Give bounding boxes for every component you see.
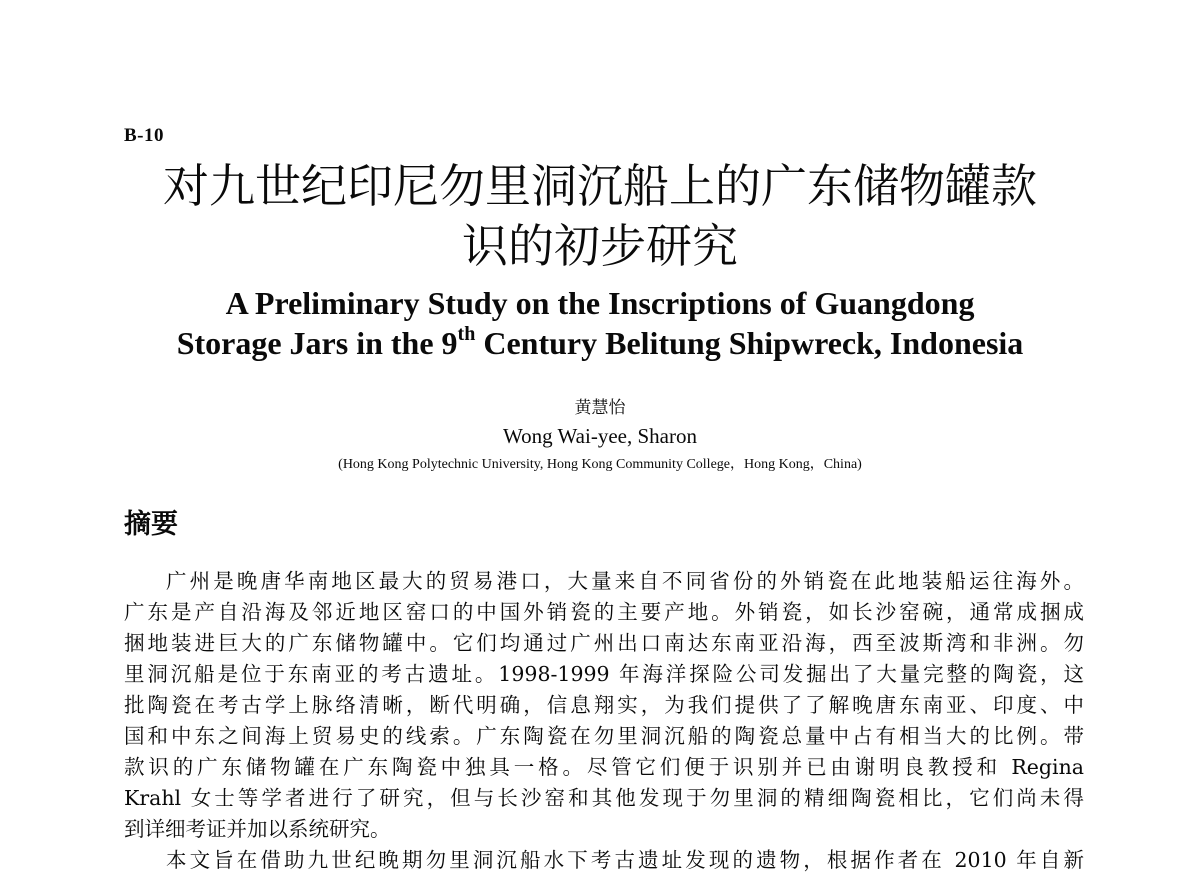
abstract-line: 本文旨在借助九世纪晚期勿里洞沉船水下考古遗址发现的遗物，根据作者在 2010 年自新 [166, 848, 1084, 872]
abstract-line: Krahl 女士等学者进行了研究，但与长沙窑和其他发现于勿里洞的精细陶瓷相比，它们尚未得 [124, 786, 1084, 810]
abstract-line: 广东是产自沿海及邻近地区窑口的中国外销瓷的主要产地。外销瓷，如长沙窑碗，通常成捆成 [124, 600, 1084, 624]
title-english-line-2-part-1: Storage Jars in the 9 [176, 325, 458, 361]
author-affiliation: (Hong Kong Polytechnic University, Hong Kong Community College，Hong Kong，China) [338, 457, 862, 472]
abstract-line: 国和中东之间海上贸易史的线索。广东陶瓷在勿里洞沉船的陶瓷总量中占有相当大的比例。带 [124, 724, 1084, 748]
abstract-line: 里洞沉船是位于东南亚的考古遗址。1998-1999 年海洋探险公司发掘出了大量完整的陶瓷，这 [124, 662, 1084, 686]
title-superscript: th [457, 323, 476, 346]
abstract-line: 捆地装进巨大的广东储物罐中。它们均通过广州出口南达东南亚沿海，西至波斯湾和非洲。勿 [124, 631, 1084, 655]
title-chinese-line-2: 识的初步研究 [462, 219, 738, 273]
author-chinese-name: 黄慧怡 [574, 398, 626, 418]
abstract-heading: 摘要 [124, 509, 178, 540]
section-code: B-10 [124, 125, 164, 146]
abstract-line: 款识的广东储物罐在广东陶瓷中独具一格。尽管它们便于识别并已由谢明良教授和 Regina [124, 755, 1084, 779]
author-english-name: Wong Wai-yee, Sharon [503, 424, 697, 448]
abstract-line: 到详细考证并加以系统研究。 [124, 817, 391, 841]
abstract-line: 批陶瓷在考古学上脉络清晰，断代明确，信息翔实，为我们提供了了解晚唐东南亚、印度、中 [124, 693, 1084, 717]
title-english-line-2 [60, 323, 1140, 363]
title-english-line-2-part-2: Century Belitung Shipwreck, Indonesia [475, 325, 1024, 361]
abstract-line: 广州是晚唐华南地区最大的贸易港口，大量来自不同省份的外销瓷在此地装船运往海外。 [166, 569, 1084, 593]
abstract-body [124, 566, 1084, 876]
title-english-line-1: A Preliminary Study on the Inscriptions of Guangdong [225, 285, 975, 321]
title-chinese-line-1: 对九世纪印尼勿里洞沉船上的广东储物罐款 [163, 159, 1037, 213]
